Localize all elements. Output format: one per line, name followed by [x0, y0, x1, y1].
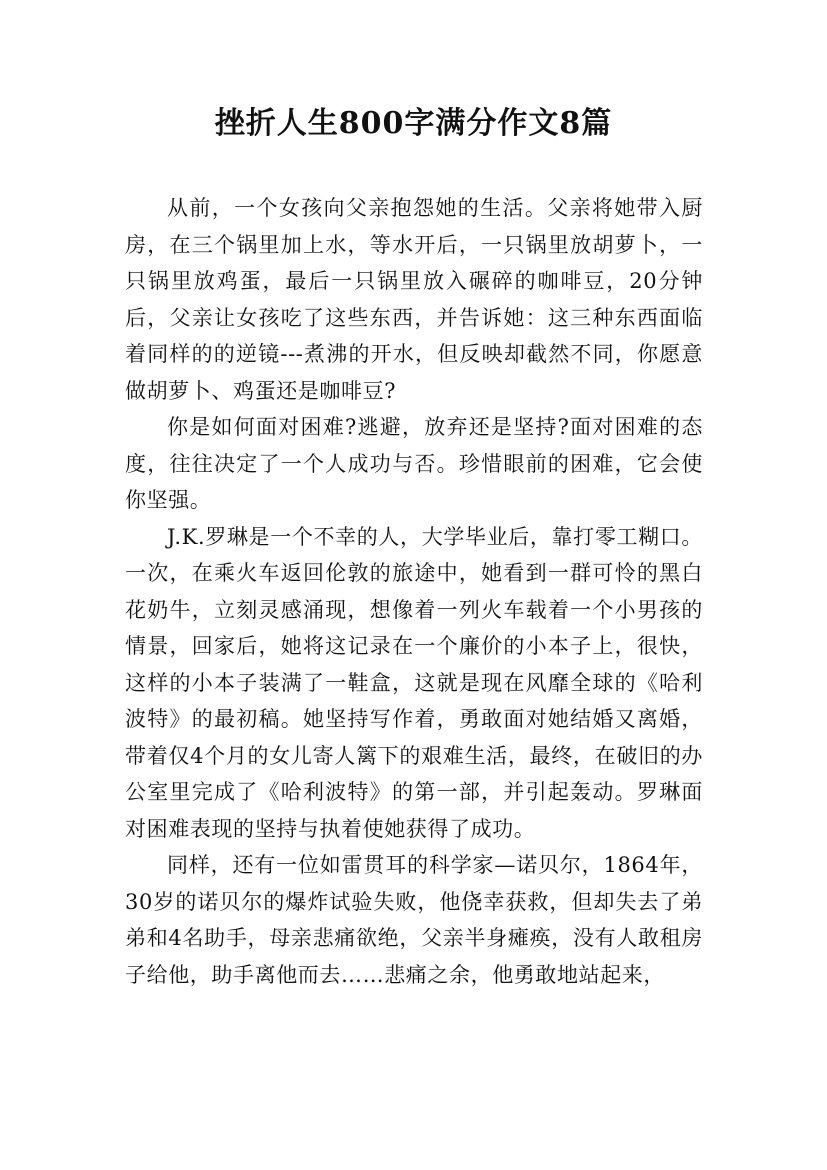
paragraph-4: 同样，还有一位如雷贯耳的科学家—诺贝尔，1864年，30岁的诺贝尔的爆炸试验失败，他侥幸获救，但却失去了弟弟和4名助手，母亲悲痛欲绝，父亲半身瘫痪，没有人敢租房子给他，助手离他而去……悲痛之余，他勇敢地站起来，	[125, 853, 703, 987]
paragraph-2: 你是如何面对困难?逃避，放弃还是坚持?面对困难的态度，往往决定了一个人成功与否。珍惜眼前的困难，它会使你坚强。	[125, 415, 703, 512]
paragraph-3: J.K.罗琳是一个不幸的人，大学毕业后，靠打零工糊口。一次，在乘火车返回伦敦的旅途中，她看到一群可怜的黑白花奶牛，立刻灵感涌现，想像着一列火车载着一个小男孩的情景，回家后，她将这记录在一个廉价的小本子上，很快，这样的小本子装满了一鞋盒，这就是现在风靡全球的《哈利波特》的最初稿。她坚持写作着，勇敢面对她结婚又离婚，带着仅4个月的女儿寄人篱下的艰难生活，最终，在破旧的办公室里完成了《哈利波特》的第一部，并引起轰动。罗琳面对困难表现的坚持与执着使她获得了成功。	[125, 524, 703, 841]
document-title: 挫折人生800字满分作文8篇	[214, 106, 613, 141]
document-body	[125, 190, 703, 993]
paragraph-1: 从前，一个女孩向父亲抱怨她的生活。父亲将她带入厨房，在三个锅里加上水，等水开后，一只锅里放胡萝卜，一只锅里放鸡蛋，最后一只锅里放入碾碎的咖啡豆，20分钟后，父亲让女孩吃了这些东西，并告诉她：这三种东西面临着同样的的逆镜---煮沸的开水，但反映却截然不同，你愿意做胡萝卜、鸡蛋还是咖啡豆?	[125, 196, 703, 403]
